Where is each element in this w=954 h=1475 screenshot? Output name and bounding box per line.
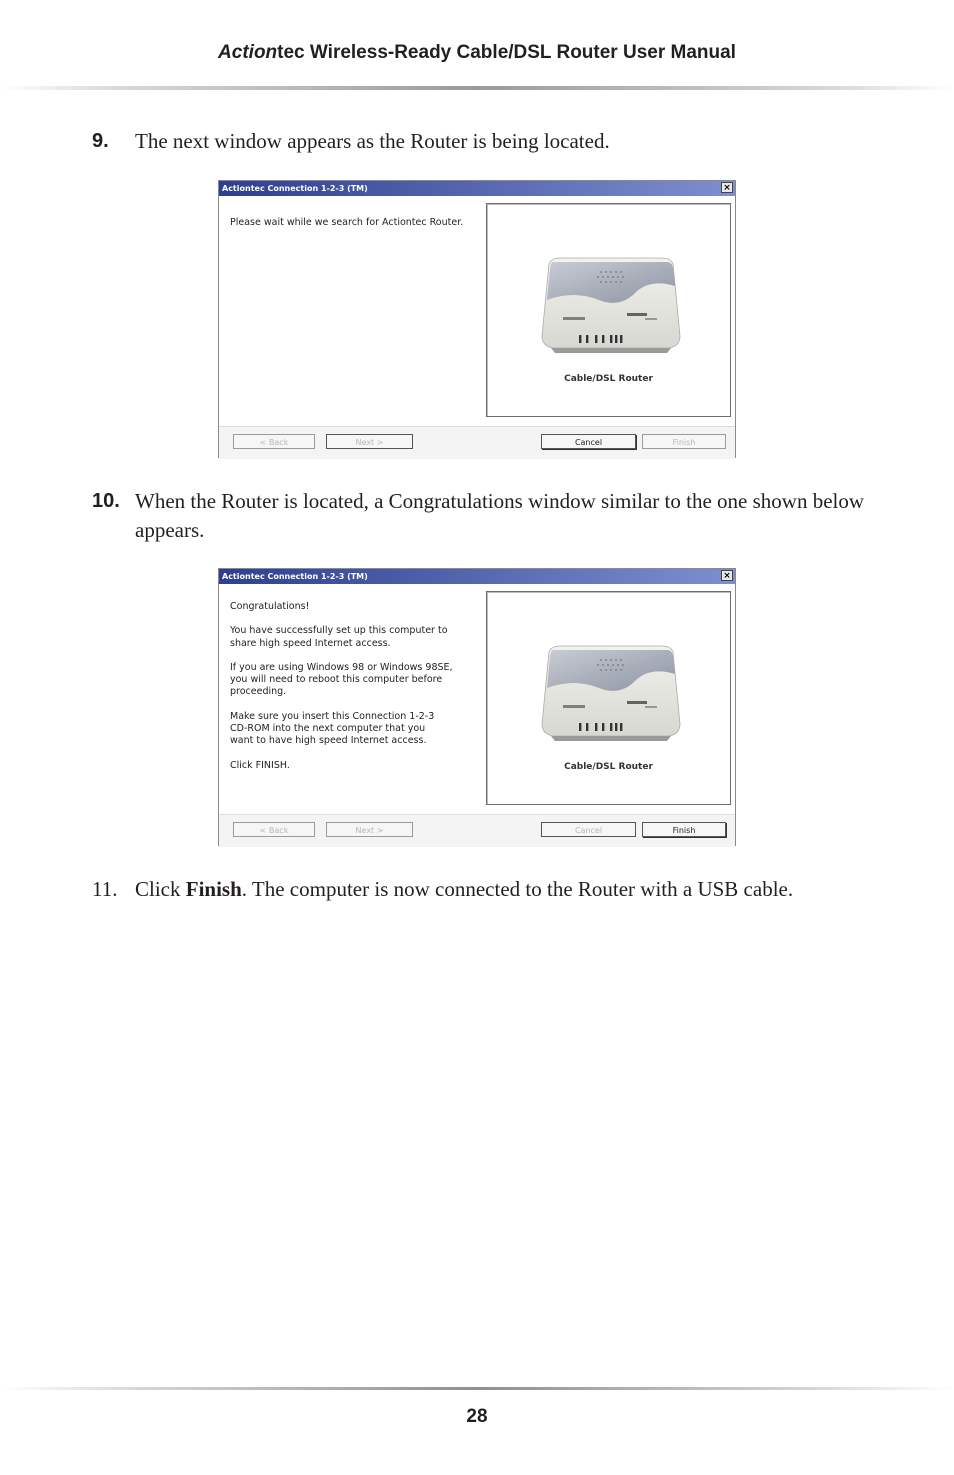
dialog-titlebar [219, 181, 735, 196]
router-image [539, 256, 682, 356]
message-line: Make sure you insert this Connection 1-2-3 CD-ROM into the next computer that you want to have high speed Internet access. [230, 710, 435, 747]
search-message: Please wait while we search for Actiontec Router. [230, 217, 464, 228]
close-icon[interactable]: × [721, 570, 733, 581]
finish-button[interactable]: Finish [642, 434, 726, 449]
close-icon[interactable]: × [721, 182, 733, 193]
running-header [0, 42, 954, 64]
dialog-footer [219, 814, 735, 847]
step-number: 10. [92, 490, 120, 512]
cancel-button[interactable]: Cancel [541, 434, 636, 449]
back-button[interactable]: < Back [233, 822, 315, 837]
footer-rule [0, 1387, 954, 1390]
message-line: Congratulations! [230, 601, 310, 612]
dialog-footer [219, 426, 735, 459]
router-caption: Cable/DSL Router [564, 374, 653, 384]
message-line: Click FINISH. [230, 759, 290, 771]
dialog-title: Actiontec Connection 1-2-3 (TM) [222, 184, 368, 193]
header-rule [0, 86, 954, 90]
router-image-panel [486, 203, 731, 417]
next-button[interactable]: Next > [326, 434, 413, 449]
dialog-message [230, 601, 475, 784]
step-text: When the Router is located, a Congratulations window similar to the one shown below appears. [135, 489, 865, 542]
dialog-searching [218, 180, 736, 458]
step-number: 11. [92, 877, 118, 901]
step-number: 9. [92, 130, 109, 152]
router-image-panel [486, 591, 731, 805]
finish-term: Finish [185, 877, 242, 901]
dialog-title: Actiontec Connection 1-2-3 (TM) [222, 572, 368, 581]
page-number: 28 [466, 1406, 488, 1427]
step-text-post: . The computer is now connected to the Router with a USB cable. [241, 877, 794, 901]
cancel-button[interactable]: Cancel [541, 822, 636, 837]
message-line: You have successfully set up this computer to share high speed Internet access. [230, 625, 448, 649]
step-text [135, 875, 885, 904]
dialog-titlebar [219, 569, 735, 584]
next-button[interactable]: Next > [326, 822, 413, 837]
dialog-message [230, 217, 475, 241]
step-text-pre: Click [135, 877, 186, 901]
step-text: The next window appears as the Router is being located. [135, 129, 610, 153]
back-button[interactable]: < Back [233, 434, 315, 449]
router-image [539, 644, 682, 744]
header-title: tec Wireless-Ready Cable/DSL Router User Manual [277, 42, 736, 63]
header-brand: Action [218, 42, 278, 63]
message-line: If you are using Windows 98 or Windows 98SE, you will need to reboot this computer before proceeding. [230, 661, 453, 698]
dialog-congratulations [218, 568, 736, 846]
router-caption: Cable/DSL Router [564, 762, 653, 772]
finish-button[interactable]: Finish [642, 822, 726, 837]
